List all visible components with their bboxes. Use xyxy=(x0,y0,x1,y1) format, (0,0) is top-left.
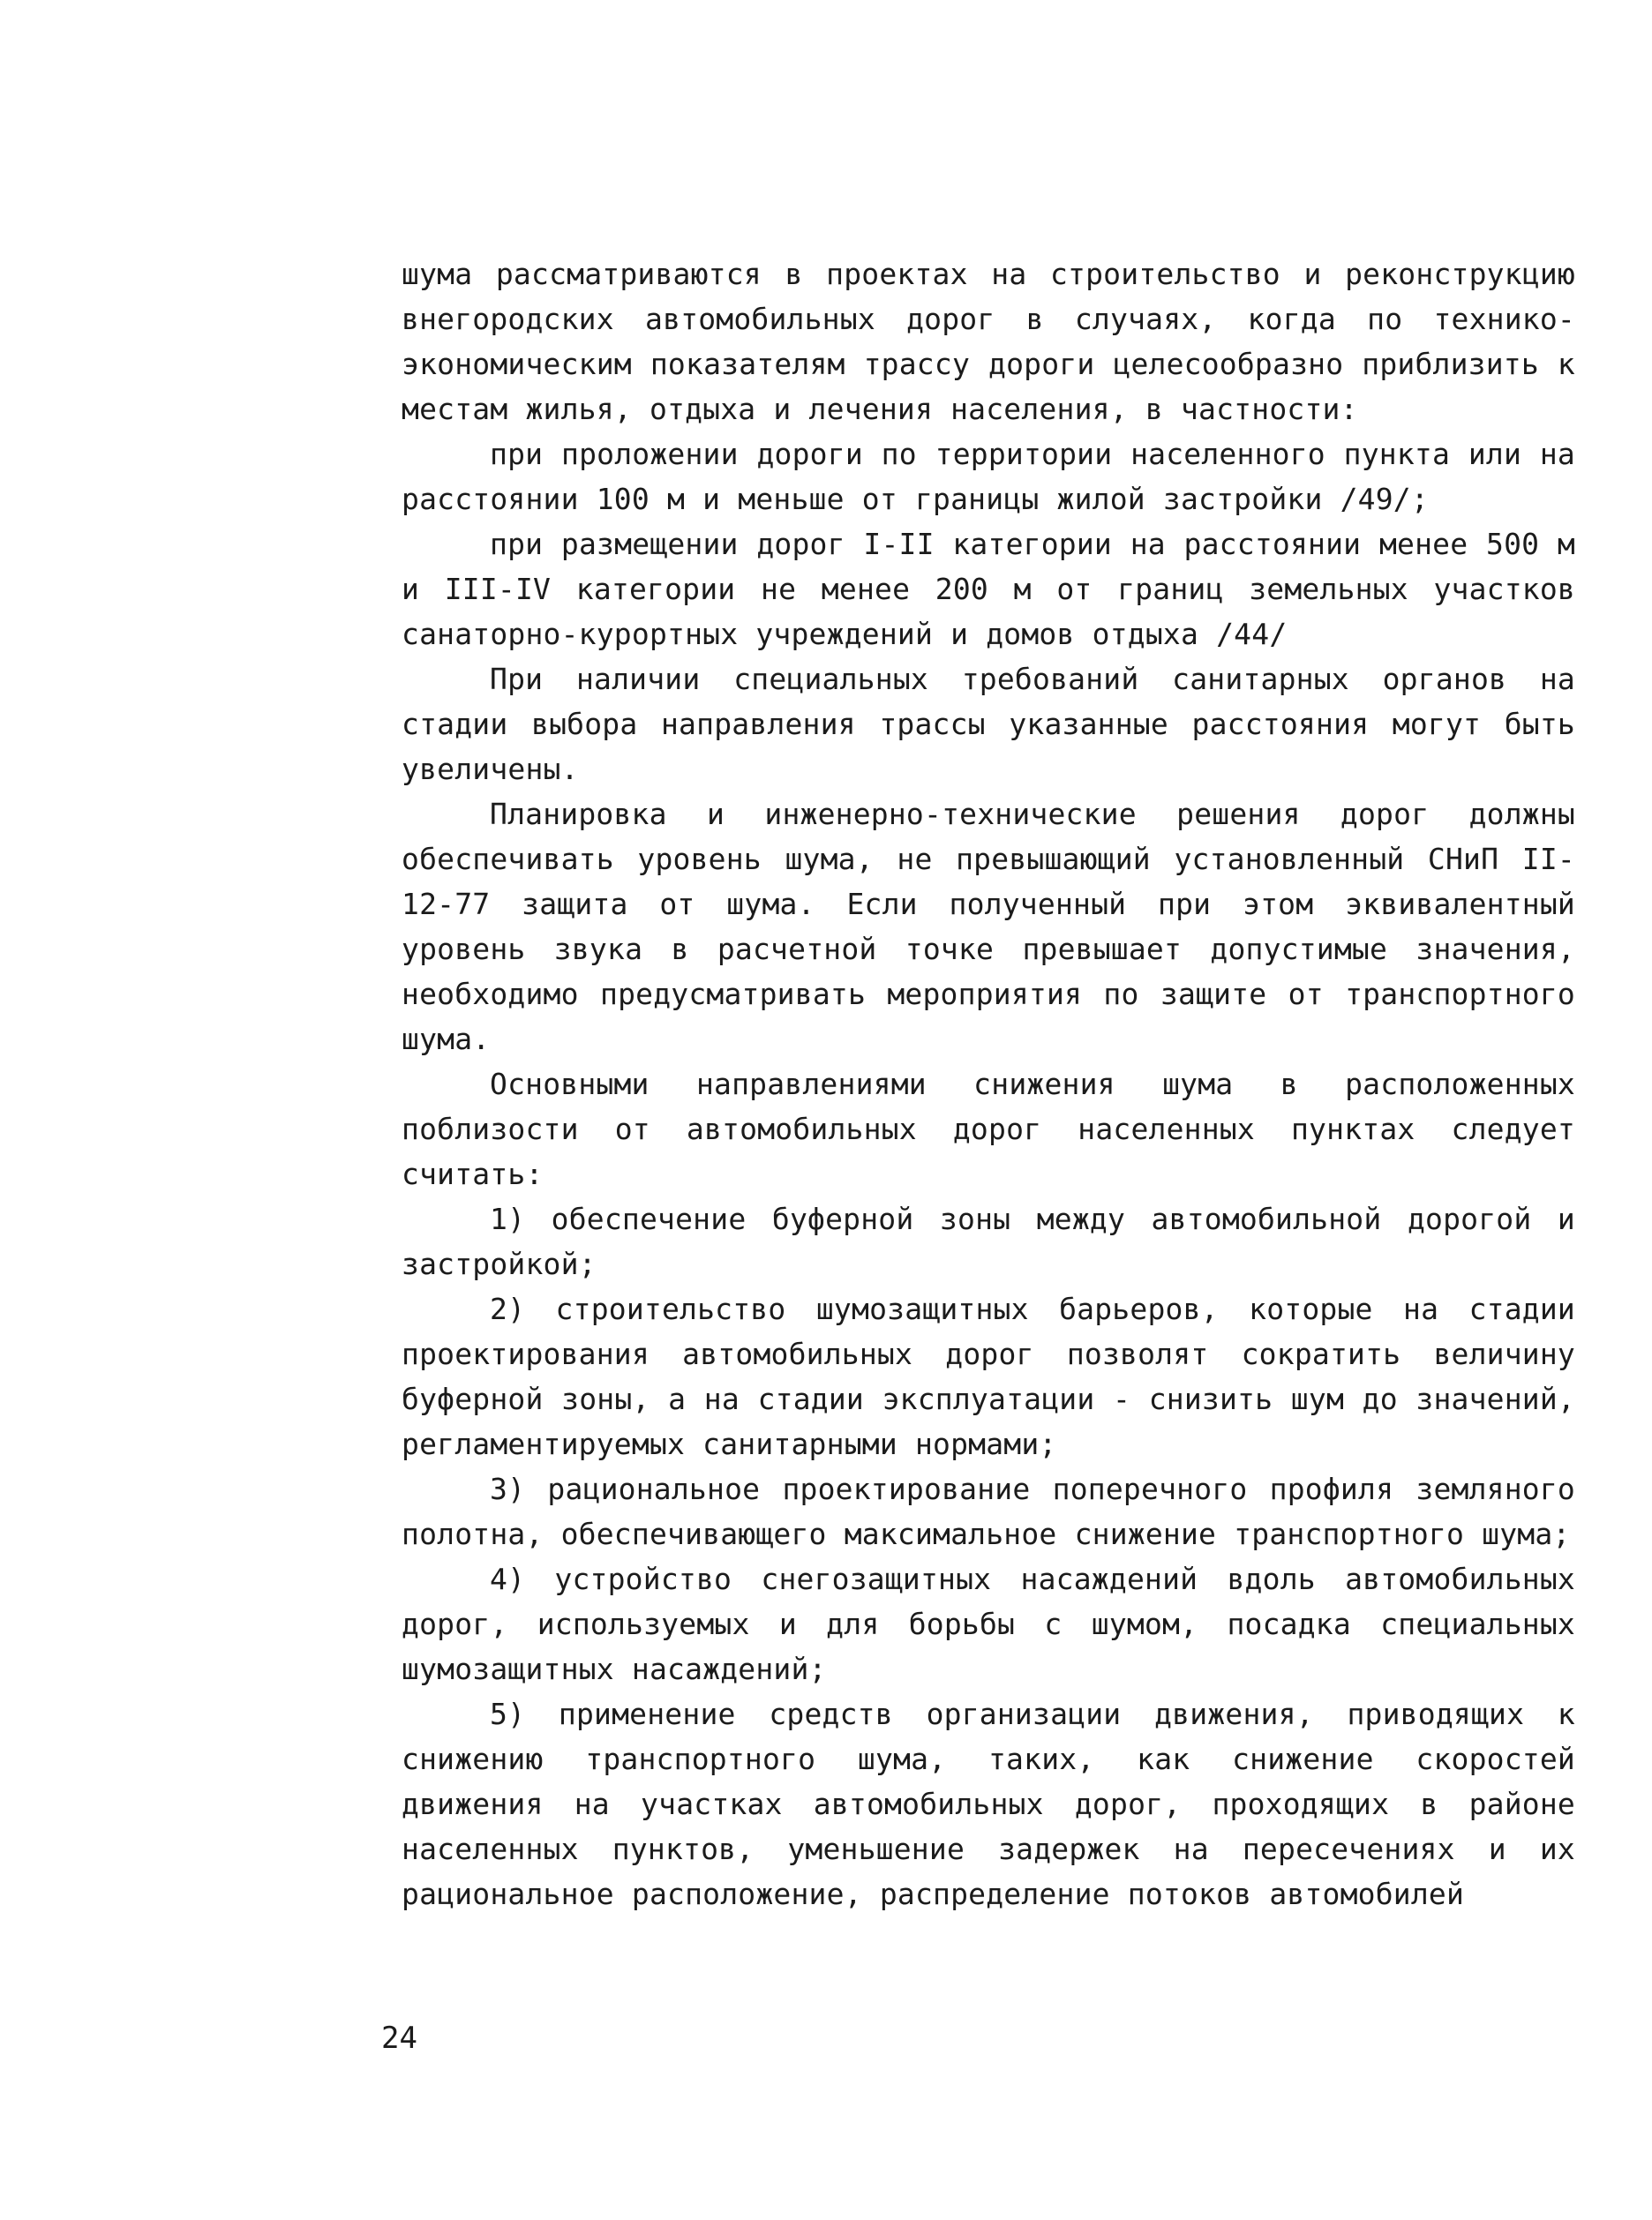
page-number: 24 xyxy=(381,2021,417,2056)
paragraph-main-directions: Основными направлениями снижения шума в расположенных поблизости от автомобильных дорог населенных пунктах следует считать: xyxy=(402,1067,1575,1191)
paragraph-continuation: шума рассматриваются в проектах на строительство и реконструкцию внегородских автомобильных дорог в случаях, когда по технико-экономическим показателям трассу дороги целесообразно приблизить к местам жилья, отдыха и лечения населения, в частности: xyxy=(402,257,1575,426)
paragraph-settlement-condition: при проложении дороги по территории населенного пункта или на расстоянии 100 м и меньше от границы жилой застройки /49/; xyxy=(402,437,1575,516)
list-item-4: 4) устройство снегозащитных насаждений вдоль автомобильных дорог, используемых и для борьбы с шумом, посадка специальных шумозащитных насаждений; xyxy=(402,1562,1575,1686)
list-item-5: 5) применение средств организации движения, приводящих к снижению транспортного шума, таких, как снижение скоростей движения на участках автомобильных дорог, проходящих в районе населенных пунктов, уменьшение задержек на пересечениях и их рациональное расположение, распределение потоков автомобилей xyxy=(402,1697,1575,1911)
list-item-2: 2) строительство шумозащитных барьеров, которые на стадии проектирования автомобильных дорог позволят сократить величину буферной зоны, а на стадии эксплуатации - снизить шум до значений, регламентируемых санитарными нормами; xyxy=(402,1292,1575,1461)
paragraph-noise-level: Планировка и инженерно-технические решения дорог должны обеспечивать уровень шума, не превышающий установленный СНиП II-12-77 защита от шума. Если полученный при этом эквивалентный уровень звука в расчетной точке превышает допустимые значения, необходимо предусматривать мероприятия по защите от транспортного шума. xyxy=(402,797,1575,1056)
paragraph-sanitary-requirements: При наличии специальных требований санитарных органов на стадии выбора направления трассы указанные расстояния могут быть увеличены. xyxy=(402,662,1575,786)
body-text xyxy=(402,251,1575,1916)
list-item-1: 1) обеспечение буферной зоны между автомобильной дорогой и застройкой; xyxy=(402,1202,1575,1281)
paragraph-category-distance: при размещении дорог I-II категории на расстоянии менее 500 м и III-IV категории не менее 200 м от границ земельных участков санаторно-курортных учреждений и домов отдыха /44/ xyxy=(402,527,1575,651)
list-item-3: 3) рациональное проектирование поперечного профиля земляного полотна, обеспечивающего максимальное снижение транспортного шума; xyxy=(402,1472,1575,1551)
